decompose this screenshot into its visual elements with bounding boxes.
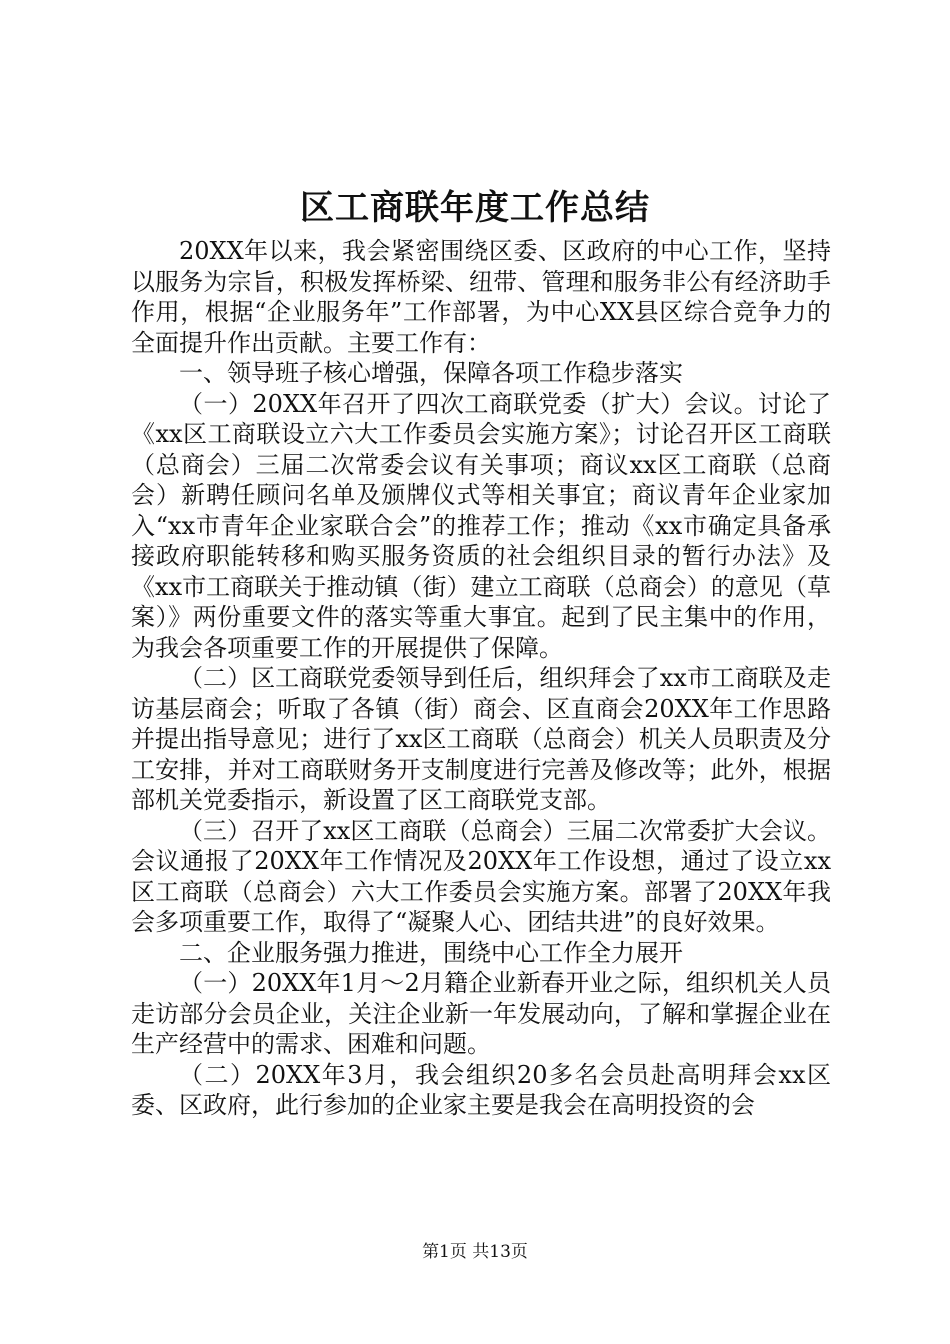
section-heading-2: 二、企业服务强力推进，围绕中心工作全力展开 bbox=[179, 938, 683, 967]
paragraph-2-2: （二）20XX年3月，我会组织20多名会员赴高明拜会xx区委、区政府，此行参加的企业家主要是我会在高明投资的会 bbox=[131, 1060, 831, 1119]
document-body bbox=[131, 236, 831, 1121]
paragraph-2-1: （一）20XX年1月～2月籍企业新春开业之际，组织机关人员走访部分会员企业，关注企业新一年发展动向，了解和掌握企业在生产经营中的需求、困难和问题。 bbox=[131, 969, 831, 1058]
paragraph-1-3: （三）召开了xx区工商联（总商会）三届二次常委扩大会议。会议通报了20XX年工作情况及20XX年工作设想，通过了设立xx区工商联（总商会）六大工作委员会实施方案。部署了20XX年我会多项重要工作，取得了“凝聚人心、团结共进”的良好效果。 bbox=[131, 816, 831, 936]
paragraph-intro: 20XX年以来，我会紧密围绕区委、区政府的中心工作，坚持以服务为宗旨，积极发挥桥梁、纽带、管理和服务非公有经济助手作用，根据“企业服务年”工作部署，为中心XX县区综合竞争力的全面提升作出贡献。主要工作有： bbox=[131, 237, 831, 357]
paragraph-1-2: （二）区工商联党委领导到任后，组织拜会了xx市工商联及走访基层商会；听取了各镇（街）商会、区直商会20XX年工作思路并提出指导意见；进行了xx区工商联（总商会）机关人员职责及分工安排，并对工商联财务开支制度进行完善及修改等；此外，根据部机关党委指示，新设置了区工商联党支部。 bbox=[131, 664, 831, 814]
section-heading-1: 一、领导班子核心增强，保障各项工作稳步落实 bbox=[179, 359, 683, 387]
page-number-footer: 第1页 共13页 bbox=[422, 1242, 528, 1262]
paragraph-1-1: （一）20XX年召开了四次工商联党委（扩大）会议。讨论了《xx区工商联设立六大工作委员会实施方案》；讨论召开区工商联（总商会）三届二次常委会议有关事项；商议xx区工商联（总商会）新聘任顾问名单及颁牌仪式等相关事宜；商议青年企业家加入“xx市青年企业家联合会”的推荐工作；推动《xx市确定具备承接政府职能转移和购买服务资质的社会组织目录的暂行办法》及《xx市工商联关于推动镇（街）建立工商联（总商会）的意见（草案）》两份重要文件的落实等重大事宜。起到了民主集中的作用，为我会各项重要工作的开展提供了保障。 bbox=[131, 389, 831, 662]
document-title: 区工商联年度工作总结 bbox=[300, 188, 650, 228]
